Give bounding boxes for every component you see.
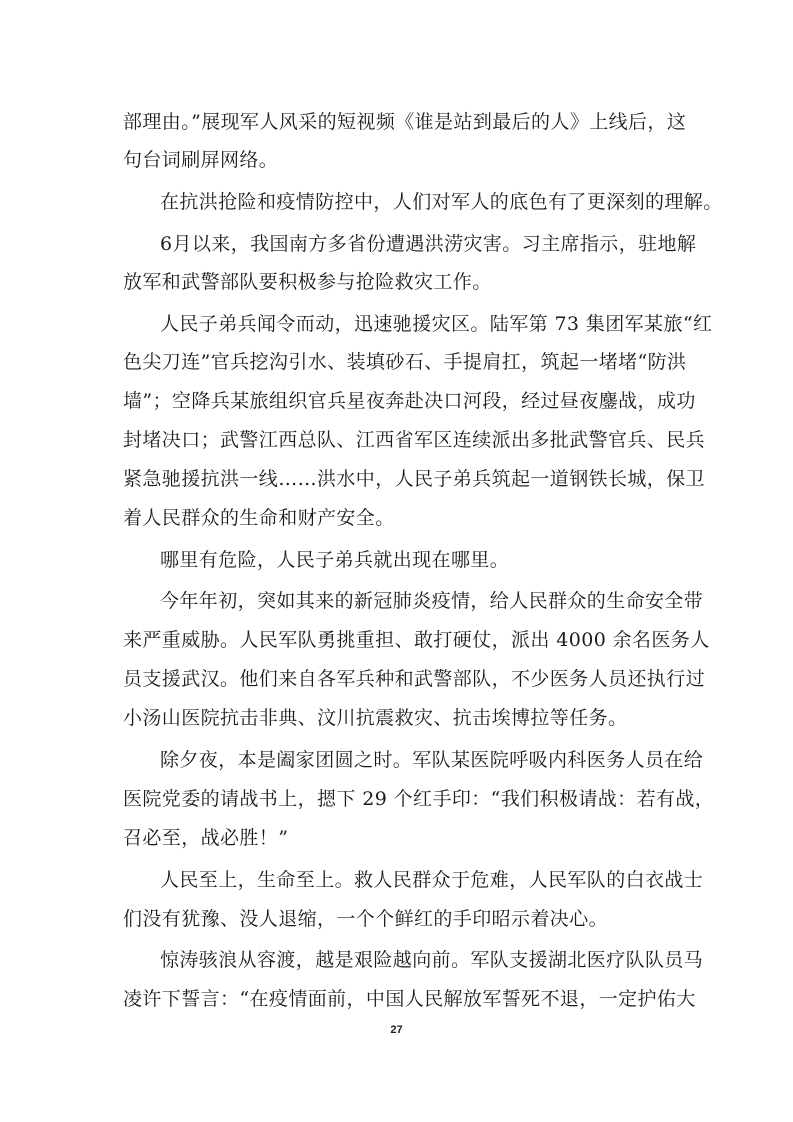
text-line: 们没有犹豫、没人退缩，一个个鲜红的手印昭示着决心。 [123, 908, 609, 930]
text-line: 着人民群众的生命和财产安全。 [123, 507, 395, 529]
text-line: 员支援武汉。他们来自各军兵种和武警部队，不少医务人员还执行过 [123, 668, 706, 690]
text-line: 人民至上，生命至上。救人民群众于危难，人民军队的白衣战士 [160, 869, 704, 891]
text-line: 凌许下誓言：“在疫情面前，中国人民解放军誓死不退，一定护佑大 [123, 988, 696, 1010]
text-line: 小汤山医院抗击非典、汶川抗震救灾、抗击埃博拉等任务。 [123, 707, 628, 729]
text-line: 句台词刷屏网络。 [123, 149, 279, 171]
text-line: 召必至，战必胜！” [123, 827, 289, 849]
text-line: 哪里有危险，人民子弟兵就出现在哪里。 [160, 549, 510, 571]
text-line: 6月以来，我国南方多省份遭遇洪涝灾害。习主席指示，驻地解 [160, 233, 697, 255]
text-line: 部理由。”展现军人风采的短视频《谁是站到最后的人》上线后，这 [123, 111, 687, 133]
text-line: 除夕夜，本是阖家团圆之时。军队某医院呼吸内科医务人员在给 [160, 749, 704, 771]
text-line: 墙”；空降兵某旅组织官兵星夜奔赴决口河段，经过昼夜鏖战，成功 [123, 390, 696, 412]
text-line: 惊涛骇浪从容渡，越是艰险越向前。军队支援湖北医疗队队员马 [160, 949, 704, 971]
text-line: 医院党委的请战书上，摁下 29 个红手印：“我们积极请战：若有战， [123, 788, 715, 810]
text-line: 来严重威胁。人民军队勇挑重担、敢打硬仗，派出 4000 余名医务人 [123, 629, 710, 651]
text-line: 紧急驰援抗洪一线……洪水中，人民子弟兵筑起一道钢铁长城，保卫 [123, 468, 706, 490]
text-line: 封堵决口；武警江西总队、江西省军区连续派出多批武警官兵、民兵 [123, 429, 706, 451]
text-line: 在抗洪抢险和疫情防控中，人们对军人的底色有了更深刻的理解。 [160, 191, 723, 213]
page-number: 27 [390, 1024, 403, 1036]
text-line: 今年年初，突如其来的新冠肺炎疫情，给人民群众的生命安全带 [160, 590, 704, 612]
text-line: 人民子弟兵闻令而动，迅速驰援灾区。陆军第 73 集团军某旅“红 [160, 313, 713, 335]
text-line: 放军和武警部队要积极参与抢险救灾工作。 [123, 271, 492, 293]
text-line: 色尖刀连”官兵挖沟引水、装填砂石、手提肩扛，筑起一堵堵“防洪 [123, 351, 687, 373]
